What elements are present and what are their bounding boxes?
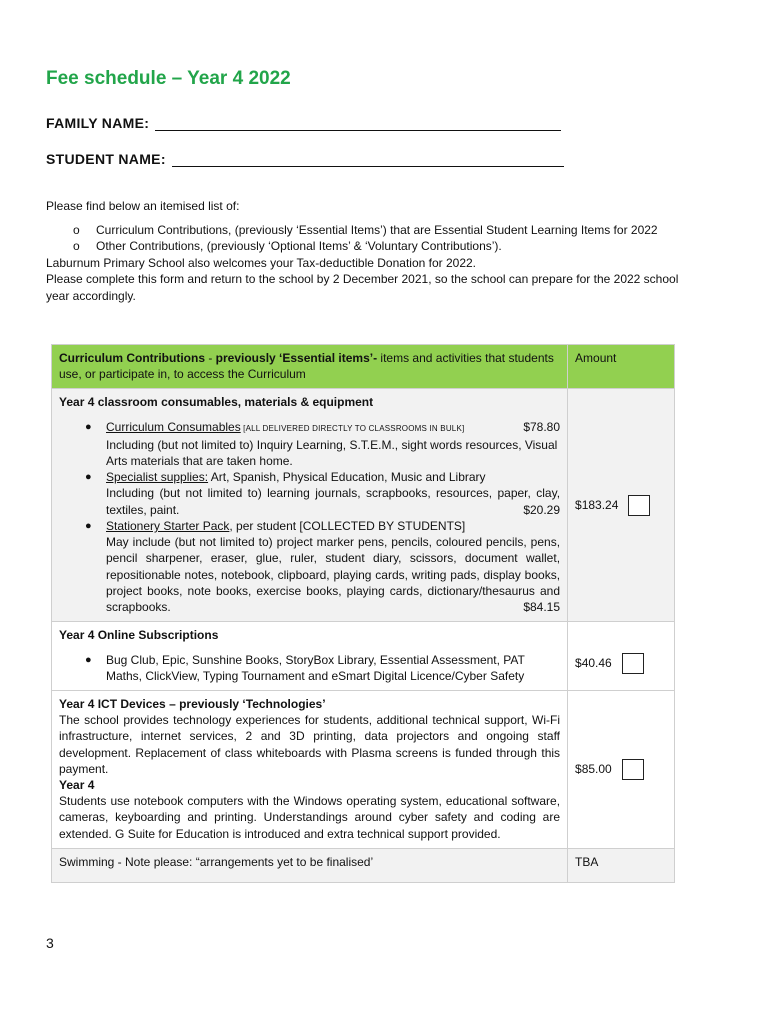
online-list bbox=[59, 652, 560, 684]
table-row bbox=[52, 389, 675, 622]
item-subtitle: , per student [COLLECTED BY STUDENTS] bbox=[229, 519, 466, 534]
consumables-checkbox[interactable] bbox=[628, 495, 650, 516]
ict-description: The school provides technology experiences for students, additional technical support, Wi-Fi infrastructure, internet services, 2 and 3D printing, data projectors and ongoing staff development. Replacement of class whiteboards with Plasma screens is funded through this payment. bbox=[59, 713, 561, 776]
header-sep: - bbox=[205, 351, 216, 365]
item-description: Including (but not limited to) learning journals, scrapbooks, resources, paper, clay, textiles, paint. bbox=[106, 486, 561, 517]
online-heading: Year 4 Online Subscriptions bbox=[59, 628, 219, 643]
item-description: Including (but not limited to) Inquiry Learning, S.T.E.M., sight words resources, Visual Arts materials that are taken home. bbox=[106, 437, 558, 469]
ict-cell bbox=[52, 691, 568, 849]
fees-table bbox=[51, 344, 675, 883]
bullet-icon: o bbox=[73, 239, 80, 253]
item-title: Curriculum Consumables bbox=[106, 419, 241, 434]
consumables-amount-cell bbox=[568, 389, 675, 622]
list-item bbox=[59, 469, 560, 518]
item-title: Specialist supplies: bbox=[106, 470, 209, 485]
family-name-label: FAMILY NAME: bbox=[46, 115, 150, 131]
list-item bbox=[59, 652, 560, 684]
intro-list-item bbox=[46, 222, 686, 239]
student-name-label: STUDENT NAME: bbox=[46, 151, 166, 167]
intro-list-item bbox=[46, 238, 686, 255]
item-title: Stationery Starter Pack bbox=[106, 519, 230, 534]
consumables-amount: $183.24 bbox=[575, 498, 619, 513]
bullet-icon: o bbox=[73, 222, 80, 237]
bullet-icon: ● bbox=[85, 471, 92, 484]
bullet-icon: ● bbox=[85, 520, 92, 533]
item-note: [ALL DELIVERED DIRECTLY TO CLASSROOMS IN BULK] bbox=[240, 423, 465, 433]
item-price: $84.15 bbox=[523, 600, 561, 615]
ict-amount: $85.00 bbox=[575, 762, 612, 777]
list-item bbox=[59, 419, 560, 470]
online-amount-cell bbox=[568, 622, 675, 691]
student-name-row bbox=[46, 151, 564, 167]
intro-bullet-text: Curriculum Contributions, (previously ‘Essential Items’) that are Essential Student Learning Items for 2022 bbox=[96, 222, 658, 237]
table-header-row bbox=[52, 345, 675, 389]
header-bold-1: Curriculum Contributions bbox=[59, 351, 205, 365]
item-subtitle: Art, Spanish, Physical Education, Music and Library bbox=[208, 470, 486, 485]
intro-donation-text: Laburnum Primary School also welcomes your Tax-deductible Donation for 2022. bbox=[46, 255, 477, 270]
ict-subheading: Year 4 bbox=[59, 778, 95, 793]
consumables-list bbox=[59, 419, 560, 616]
online-item-text: Bug Club, Epic, Sunshine Books, StoryBox Library, Essential Assessment, PAT Maths, ClickView, Typing Tournament and eSmart Digital Licence/Cyber Safety bbox=[106, 652, 525, 683]
intro-lead: Please find below an itemised list of: bbox=[46, 199, 240, 213]
bullet-icon: ● bbox=[85, 653, 92, 666]
online-amount: $40.46 bbox=[575, 656, 612, 671]
ict-heading: Year 4 ICT Devices – previously ‘Technologies’ bbox=[59, 697, 326, 712]
item-description: May include (but not limited to) project marker pens, pencils, coloured pencils, pens, pencil sharpener, eraser, glue, ruler, student diary, scissors, document wallet, repositionable notes, notebook, clipboard, playing cards, writing pads, display books, project books, note books, exercise books, playing cards, dictionary/thesaurus and scrapbooks. bbox=[106, 535, 561, 615]
header-bold-2: previously ‘Essential items’- bbox=[215, 351, 378, 365]
ict-amount-cell bbox=[568, 691, 675, 849]
page-title: Fee schedule – Year 4 2022 bbox=[46, 68, 291, 89]
intro-list bbox=[46, 222, 686, 255]
bullet-icon: ● bbox=[85, 420, 92, 433]
consumables-heading: Year 4 classroom consumables, materials & equipment bbox=[59, 395, 374, 410]
student-name-field[interactable] bbox=[172, 153, 564, 167]
family-name-row bbox=[46, 115, 561, 131]
item-price: $20.29 bbox=[523, 502, 561, 517]
header-description bbox=[52, 345, 568, 389]
intro-bullet-text: Other Contributions, (previously ‘Optional Items’ & ‘Voluntary Contributions’). bbox=[96, 239, 502, 253]
table-row bbox=[52, 848, 675, 882]
table-row bbox=[52, 622, 675, 691]
family-name-field[interactable] bbox=[155, 117, 561, 131]
intro-return-text: Please complete this form and return to the school by 2 December 2021, so the school can prepare for the 2022 school year accordingly. bbox=[46, 272, 679, 303]
intro-section bbox=[46, 198, 686, 304]
page-number: 3 bbox=[46, 935, 54, 951]
header-rest: items and activities that students use, or participate in, to access the Curriculum bbox=[59, 351, 554, 382]
consumables-cell bbox=[52, 389, 568, 622]
online-cell bbox=[52, 622, 568, 691]
header-amount: Amount bbox=[568, 345, 675, 389]
online-checkbox[interactable] bbox=[622, 653, 644, 674]
table-row bbox=[52, 691, 675, 849]
swimming-amount: TBA bbox=[568, 848, 675, 882]
list-item bbox=[59, 518, 560, 615]
item-price: $78.80 bbox=[523, 419, 561, 434]
ict-year-description: Students use notebook computers with the Windows operating system, educational software, cameras, keyboarding and printing. Understandings around cyber safety and coding are extended. G Suite for Education is introduced and extra technical support provided. bbox=[59, 794, 561, 841]
swimming-cell: Swimming - Note please: “arrangements yet to be finalised’ bbox=[52, 848, 568, 882]
ict-checkbox[interactable] bbox=[622, 759, 644, 780]
